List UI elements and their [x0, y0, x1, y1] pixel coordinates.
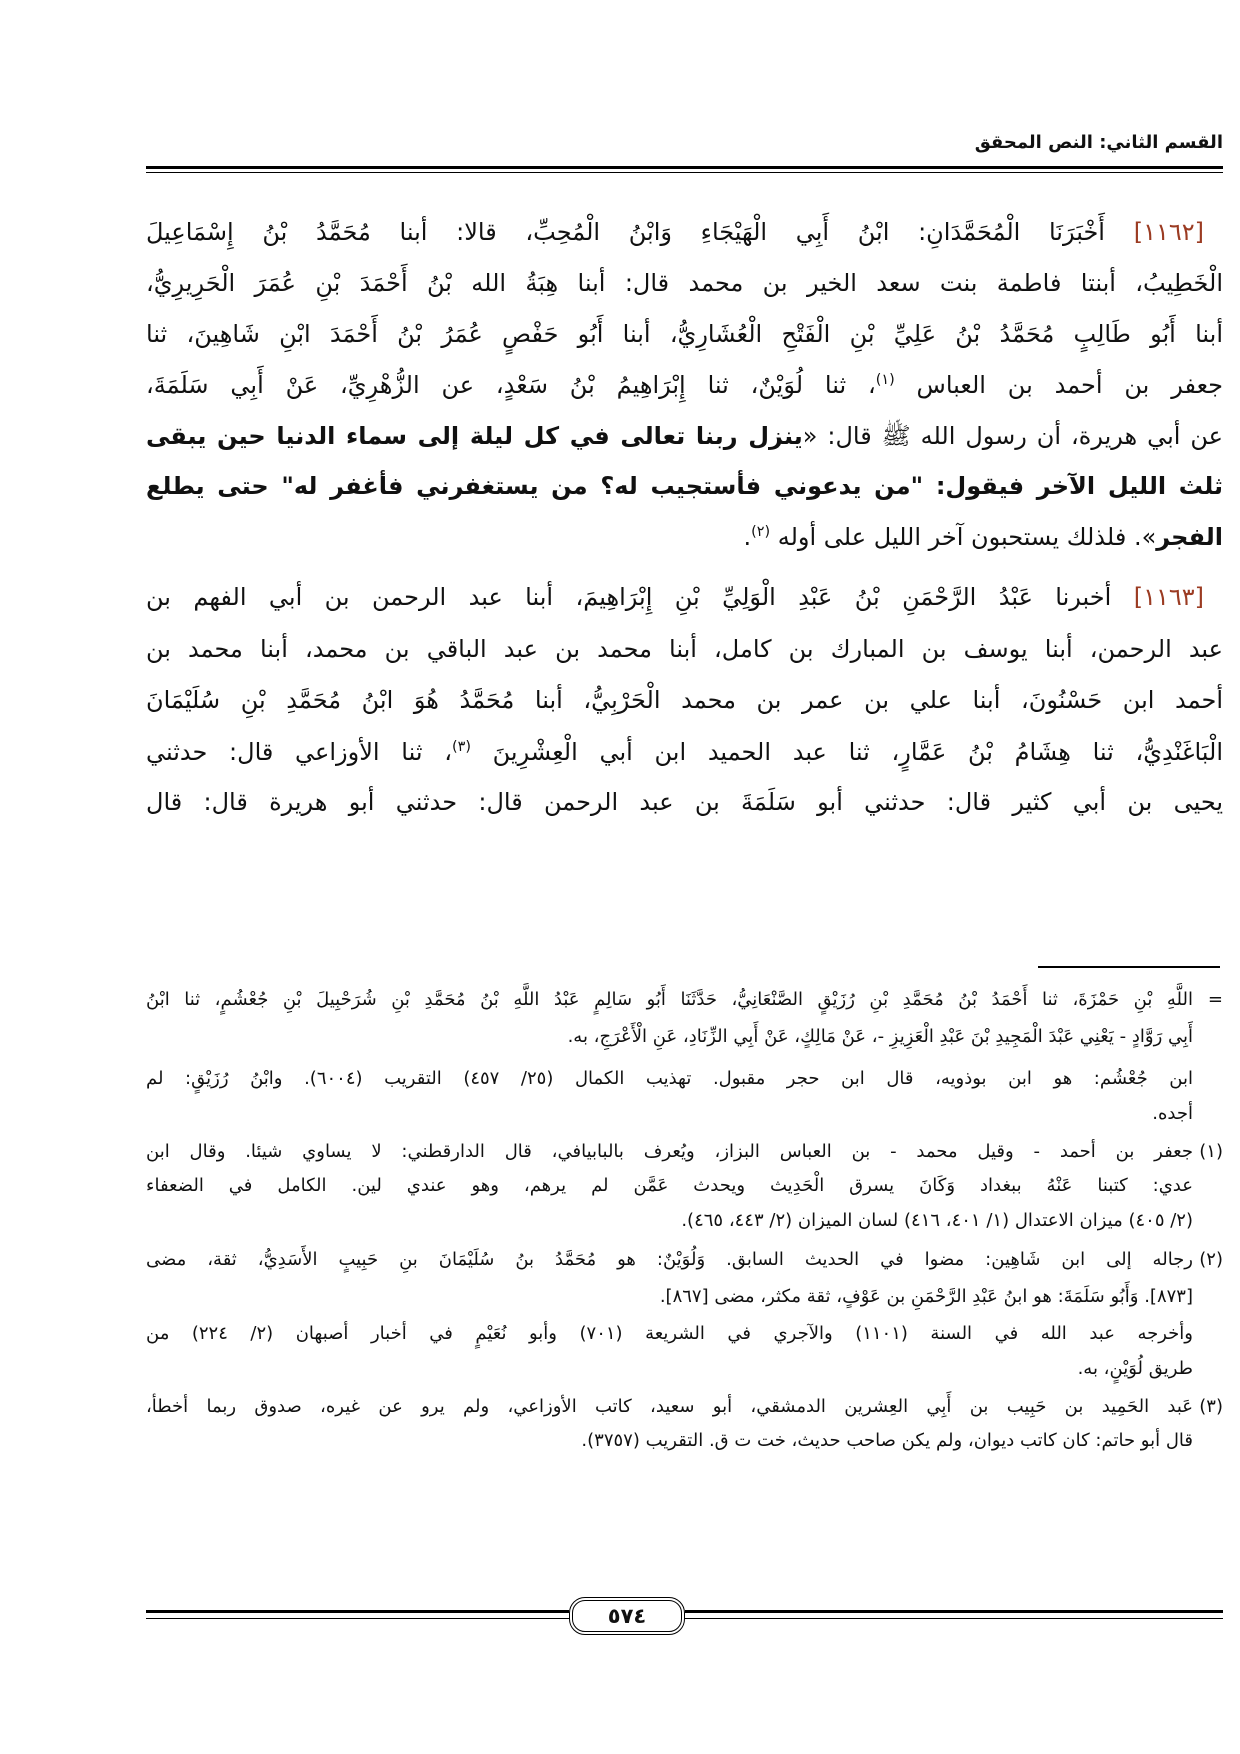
- text-segment: أَخْبَرَنَا الْمُحَمَّدَانِ: ابْنُ أَبِي الْهَيْجَاءِ وَابْنُ الْمُحِبِّ، قالا: أبنا مُحَمَّدُ بْنُ إِسْمَاعِيلَ: [146, 218, 1105, 246]
- entry-1163-line-5: يحيى بن أبي كثير قال: حدثني أبو سَلَمَةَ بن عبد الرحمن قال: حدثني أبو هريرة قال: قال: [146, 788, 1223, 816]
- footer-rule-thin-right: [685, 1618, 1223, 1619]
- entry-1163-line-4: [146, 727, 1223, 778]
- entry-1162-line-2: الْخَطِيبُ، أبنتا فاطمة بنت سعد الخير بن محمد قال: أبنا هِبَةُ الله بْنُ أَحْمَدَ بْنِ عُمَرَ الْحَرِيرِيُّ،: [146, 269, 1223, 297]
- footnote-ref: (٣): [451, 739, 471, 755]
- entry-1162-line-7: [146, 512, 1223, 563]
- entry-number: [١١٦٣]: [1133, 583, 1204, 611]
- footer-rule-thin-left: [146, 1618, 569, 1619]
- header-rule-thick: [146, 166, 1223, 169]
- footnote-separator: [1038, 966, 1220, 968]
- entry-1162-line-5: [146, 411, 1223, 462]
- footnote-line: أجده.: [1152, 1103, 1193, 1124]
- footnote-line: رجاله إلى ابن شَاهِين: مضوا في الحديث السابق. وَلُوَيْنٌ: هو مُحَمَّدُ بنُ سُلَيْمَانَ بنِ حَبِيبٍ الأَسَدِيُّ، ثقة، مضى: [146, 1249, 1193, 1270]
- footnote-line: اللَّهِ بْنِ حَمْزَةَ، ثنا أَحْمَدُ بْنُ مُحَمَّدِ بْنِ رُزَيْقٍ الصَّنْعَانِيُّ، حَدَّثَنَا أَبُو سَالِمٍ عَبْدُ اللَّهِ بْنُ مُحَمَّدِ بْنِ شُرَحْبِيلَ بْنِ جُعْشُمٍ، ثنا ابْنُ: [146, 989, 1193, 1010]
- footnote-line: طريق لُوَيْنٍ، به.: [1077, 1358, 1193, 1379]
- page-number: ٥٧٤: [569, 1597, 685, 1635]
- footnote-marker: (٢): [1199, 1249, 1223, 1270]
- text-segment: ». فلذلك يستحبون آخر الليل على أوله: [770, 523, 1157, 551]
- footer-rule-thick-left: [146, 1610, 569, 1613]
- footnote-line: أَبِي رَوَّادٍ - يَعْنِي عَبْدَ الْمَجِيدِ بْنَ عَبْدِ الْعَزِيزِ -، عَنْ مَالِكٍ، عَنْ أَبِي الزِّنَادِ، عَنِ الْأَعْرَجِ، به.: [567, 1026, 1193, 1047]
- text-segment: الْبَاغَنْدِيُّ، ثنا هِشَامُ بْنُ عَمَّارٍ، ثنا عبد الحميد ابن أبي الْعِشْرِينَ: [470, 738, 1223, 766]
- footnote-line: (٢/ ٤٠٥) ميزان الاعتدال (١/ ٤٠١، ٤١٦) لسان الميزان (٢/ ٤٤٣، ٤٦٥).: [681, 1210, 1193, 1231]
- hadith-text-bold: ينزل ربنا تعالى في كل ليلة إلى سماء الدنيا حين يبقى: [146, 422, 803, 450]
- footnote-ref: (٢): [751, 524, 771, 540]
- footnote-line: قال أبو حاتم: كان كاتب ديوان، ولم يكن صاحب حديث، خت ت ق. التقريب (٣٧٥٧).: [581, 1430, 1193, 1451]
- entry-number: [١١٦٢]: [1133, 218, 1204, 246]
- hadith-text-bold: الفجر: [1156, 523, 1223, 551]
- entry-1162-line-6: ثلث الليل الآخر فيقول: "من يدعوني فأستجيب له؟ من يستغفرني فأغفر له" حتى يطلع: [146, 472, 1223, 500]
- text-segment: عن أبي هريرة، أن رسول الله ﷺ قال: «: [802, 422, 1223, 450]
- text-segment: ، ثنا الأوزاعي قال: حدثني: [146, 738, 452, 766]
- footnote-marker: (٣): [1199, 1396, 1223, 1417]
- footnote-line: جعفر بن أحمد - وقيل محمد - بن العباس البزاز، ويُعرف بالبابيافي، قال الدارقطني: لا يساوي شيئا. وقال ابن: [146, 1141, 1193, 1162]
- footnote-line: ابن جُعْشُم: هو ابن بوذويه، قال ابن حجر مقبول. تهذيب الكمال (٢٥/ ٤٥٧) التقريب (٦٠٠٤). وابْنُ رُزَيْقٍ: لم: [146, 1068, 1193, 1089]
- text-segment: .: [743, 523, 752, 551]
- entry-1162-line-4: [146, 360, 1223, 411]
- text-segment: جعفر بن أحمد بن العباس: [894, 371, 1223, 399]
- footer-rule-thick-right: [685, 1610, 1223, 1613]
- entry-1162-line-1: [146, 207, 1223, 258]
- footnote-ref: (١): [875, 372, 895, 388]
- footnote-line: عدي: كتبنا عَنْهُ ببغداد وَكَانَ يسرق الْحَدِيث ويحدث عَمَّن لم يرهم، وهو عندي لين. الكامل في الضعفاء: [146, 1175, 1193, 1196]
- footnote-line: عَبد الحَمِيد بن حَبِيب بن أَبِي العِشرين الدمشقي، أبو سعيد، كاتب الأوزاعي، ولم يرو عن غيره، صدوق ربما أخطأ،: [146, 1396, 1193, 1417]
- text-segment: أخبرنا عَبْدُ الرَّحْمَنِ بْنُ عَبْدِ الْوَلِيِّ بْنِ إِبْرَاهِيمَ، أبنا عبد الرحمن بن أبي الفهم بن: [146, 583, 1112, 611]
- footnote-line: وأخرجه عبد الله في السنة (١١٠١) والآجري في الشريعة (٧٠١) وأبو نُعَيْمٍ في أخبار أصبهان (٢/ ٢٢٤) من: [146, 1323, 1193, 1344]
- entry-1162-line-3: أبنا أَبُو طَالِبٍ مُحَمَّدُ بْنُ عَلِيِّ بْنِ الْفَتْحِ الْعُشَارِيُّ، أبنا أَبُو حَفْصٍ عُمَرُ بْنُ أَحْمَدَ ابْنِ شَاهِينَ، ثنا: [146, 320, 1223, 348]
- header-rule-thin: [146, 172, 1223, 173]
- text-segment: ، ثنا لُوَيْنٌ، ثنا إِبْرَاهِيمُ بْنُ سَعْدٍ، عن الزُّهْرِيِّ، عَنْ أَبِي سَلَمَةَ،: [146, 371, 876, 399]
- entry-1163-line-2: عبد الرحمن، أبنا يوسف بن المبارك بن كامل، أبنا محمد بن عبد الباقي بن محمد، أبنا محمد بن: [146, 635, 1223, 663]
- footnote-continuation-marker: =: [1207, 989, 1223, 1010]
- entry-1163-line-3: أحمد ابن حَسْنُونَ، أبنا علي بن عمر بن محمد الْحَرْبِيُّ، أبنا مُحَمَّدُ هُوَ ابْنُ مُحَمَّدِ بْنِ سُلَيْمَانَ: [146, 686, 1223, 714]
- running-header-title: القسم الثاني: النص المحقق: [974, 132, 1223, 153]
- footnote-line: [٨٧٣]. وَأَبُو سَلَمَةَ: هو ابنُ عَبْدِ الرَّحْمَنِ بن عَوْفٍ، ثقة مكثر، مضى [٨٦٧].: [659, 1286, 1193, 1307]
- entry-1163-line-1: [146, 572, 1223, 623]
- footnote-marker: (١): [1199, 1141, 1223, 1162]
